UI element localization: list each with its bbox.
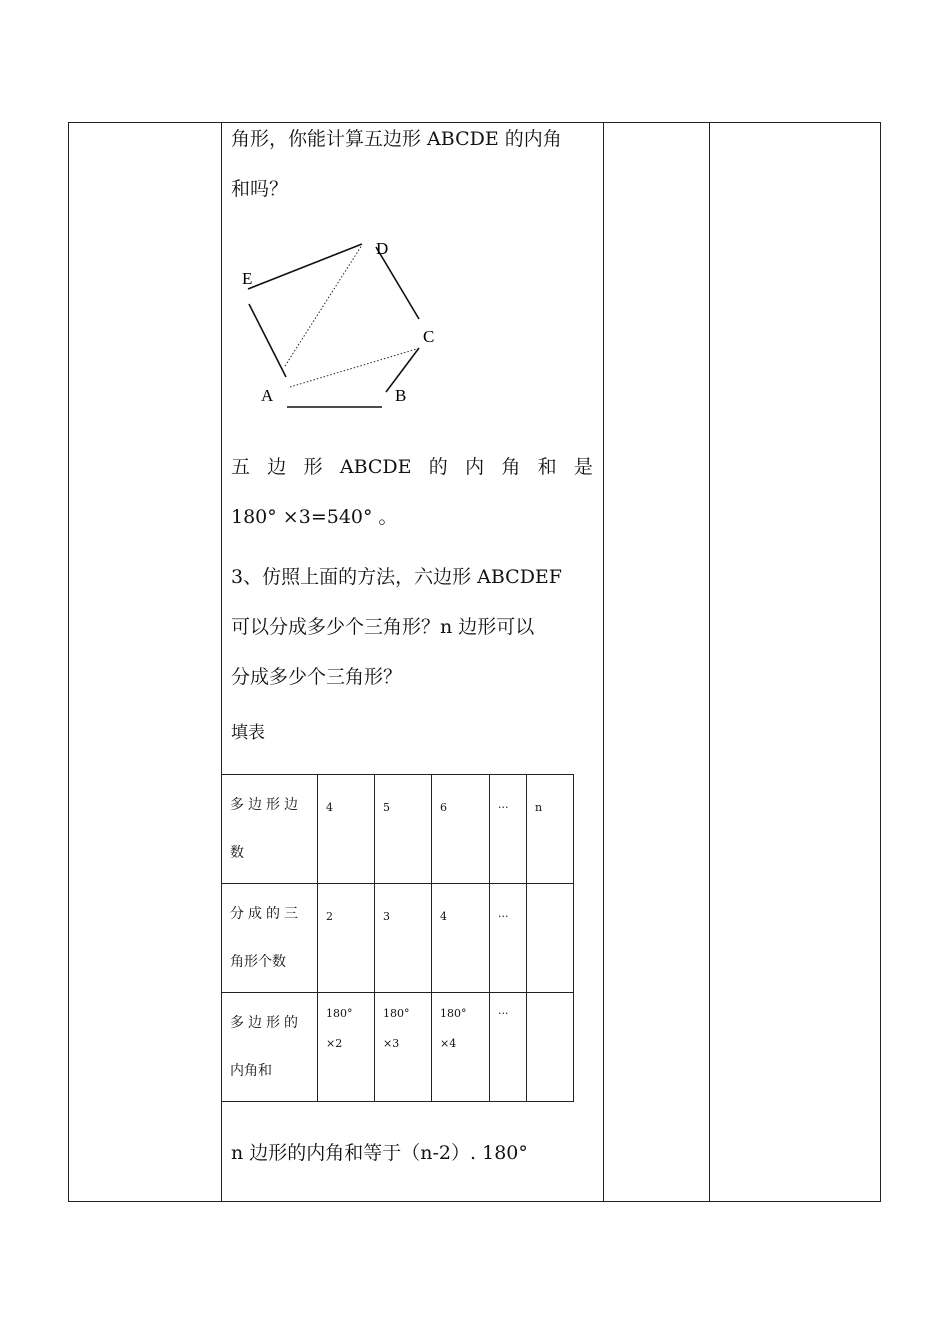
row-header: 分成的三 角形个数 xyxy=(222,884,318,993)
column-divider xyxy=(709,123,710,1201)
table-cell: n xyxy=(527,775,574,884)
table-row xyxy=(222,884,574,993)
result-word: 形 xyxy=(303,456,323,478)
result-word: 边 xyxy=(267,456,287,478)
fill-table-label: 填表 xyxy=(231,723,265,743)
row-header: 多边形的 内角和 xyxy=(222,993,318,1102)
result-word: ABCDE xyxy=(339,456,412,478)
vertex-label-E: E xyxy=(242,269,253,288)
diagonal-AC xyxy=(290,348,420,387)
result-word: 五 xyxy=(231,456,251,478)
result-line xyxy=(231,442,593,492)
vertex-label-D: D xyxy=(376,239,389,258)
table-cell: 180° ×4 xyxy=(432,993,490,1102)
table-cell: 180° ×2 xyxy=(318,993,375,1102)
table-cell: 2 xyxy=(318,884,375,993)
table-cell: 5 xyxy=(375,775,432,884)
table-cell: ··· xyxy=(490,993,527,1102)
task-line: 3、仿照上面的方法，六边形 ABCDEF xyxy=(231,566,562,588)
task-paragraph xyxy=(231,552,596,702)
result-word: 角 xyxy=(501,456,521,478)
pentagon-diagram xyxy=(230,232,460,417)
table-cell xyxy=(527,993,574,1102)
table-row xyxy=(222,775,574,884)
table-cell: 3 xyxy=(375,884,432,993)
result-paragraph xyxy=(231,442,596,542)
table-cell xyxy=(527,884,574,993)
task-line: 分成多少个三角形？ xyxy=(231,666,403,688)
result-word: 是 xyxy=(573,456,593,478)
diagonal-AD xyxy=(285,245,362,366)
result-word: 和 xyxy=(537,456,557,478)
row-header: 多边形边 数 xyxy=(222,775,318,884)
question-line: 角形，你能计算五边形 ABCDE 的内角 xyxy=(231,128,562,150)
question-paragraph xyxy=(231,114,596,214)
conclusion-formula: n 边形的内角和等于（n-2）. 180° xyxy=(231,1142,528,1164)
result-word: 的 xyxy=(428,456,448,478)
table-row xyxy=(222,993,574,1102)
task-line: 可以分成多少个三角形？n 边形可以 xyxy=(231,616,535,638)
column-divider xyxy=(603,123,604,1201)
vertex-label-C: C xyxy=(423,327,435,346)
table-cell: 4 xyxy=(432,884,490,993)
side-AE xyxy=(249,304,286,377)
fill-in-table xyxy=(221,774,574,1102)
table-cell: ··· xyxy=(490,775,527,884)
result-calculation: 180° ×3=540° 。 xyxy=(231,506,398,528)
result-word: 内 xyxy=(465,456,485,478)
question-line: 和吗？ xyxy=(231,178,289,200)
vertex-label-B: B xyxy=(395,386,407,405)
table-cell: ··· xyxy=(490,884,527,993)
table-cell: 6 xyxy=(432,775,490,884)
table-cell: 4 xyxy=(318,775,375,884)
side-ED xyxy=(248,244,362,289)
vertex-label-A: A xyxy=(261,386,274,405)
table-cell: 180° ×3 xyxy=(375,993,432,1102)
